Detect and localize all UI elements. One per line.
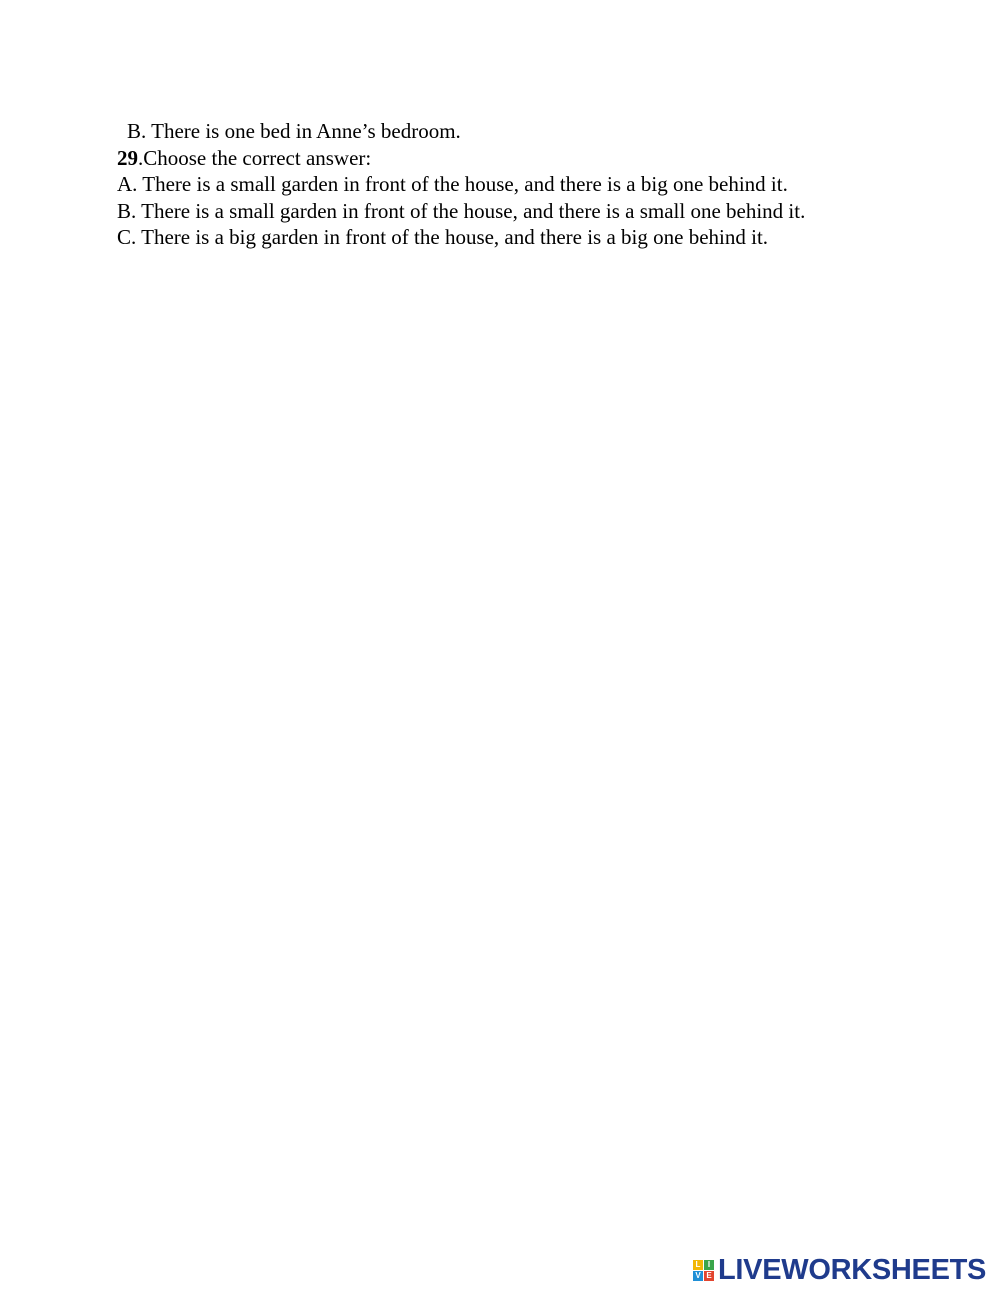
liveworksheets-logo-mark-icon — [693, 1260, 714, 1281]
liveworksheets-logo — [693, 1255, 986, 1285]
logo-mark-letter: L — [693, 1260, 703, 1270]
brand-name: LIVEWORKSHEETS — [718, 1253, 987, 1286]
answer-option-a: A. There is a small garden in front of the house, and there is a big one behind it. — [117, 172, 788, 196]
question-heading — [117, 145, 917, 172]
logo-mark-letter: I — [704, 1260, 714, 1270]
previous-answer-option: B. There is one bed in Anne’s bedroom. — [127, 119, 461, 143]
question-number: 29 — [117, 145, 138, 170]
answer-option-b: B. There is a small garden in front of the house, and there is a small one behind it. — [117, 198, 806, 223]
logo-mark-letter: E — [704, 1271, 714, 1281]
worksheet-content — [117, 118, 917, 251]
logo-mark-letter: V — [693, 1271, 703, 1281]
question-prompt: .Choose the correct answer: — [138, 145, 372, 170]
answer-option-c: C. There is a big garden in front of the house, and there is a big one behind it. — [117, 225, 769, 249]
